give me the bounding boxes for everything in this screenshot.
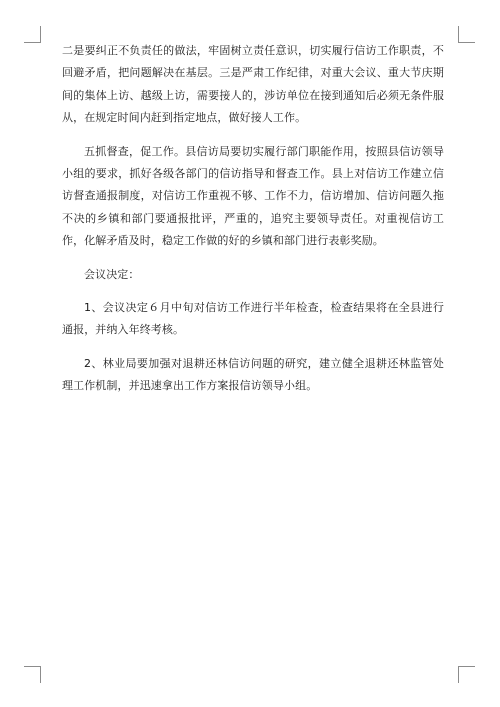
crop-mark-top-left [24,26,41,43]
paragraph-supervision: 五抓督查，促工作。县信访局要切实履行部门职能作用，按照县信访领导小组的要求，抓好各级各部门的信访指导和督查工作。县上对信访工作建立信访督查通报制度，对信访工作重视不够、工作不力，信访增加、信访问题久拖不决的乡镇和部门要通报批评，严重的，追究主要领导责任。对重视信访工作，化解矛盾及时，稳定工作做的好的乡镇和部门进行表彰奖励。 [62,144,444,248]
paragraph-decision-2: 2、林业局要加强对退耕还林信访问题的研究，建立健全退耕还林监管处理工作机制，并迅速拿出工作方案报信访领导小组。 [62,356,444,393]
document-body [62,40,444,409]
crop-mark-bottom-right [458,666,475,683]
crop-mark-top-right [458,26,475,43]
paragraph-decision-1: 1、会议决定６月中旬对信访工作进行半年检查，检查结果将在全县进行通报，并纳入年终考核。 [62,301,444,337]
crop-mark-bottom-left [24,666,41,683]
paragraph-continuation: 二是要纠正不负责任的做法，牢固树立责任意识，切实履行信访工作职责，不回避矛盾，把问题解决在基层。三是严肃工作纪律，对重大会议、重大节庆期间的集体上访、越级上访，需要接人的，涉访单位在接到通知后必须无条件服从，在规定时间内赶到指定地点，做好接人工作。 [62,44,444,125]
paragraph-decision-heading: 会议决定： [84,267,140,281]
